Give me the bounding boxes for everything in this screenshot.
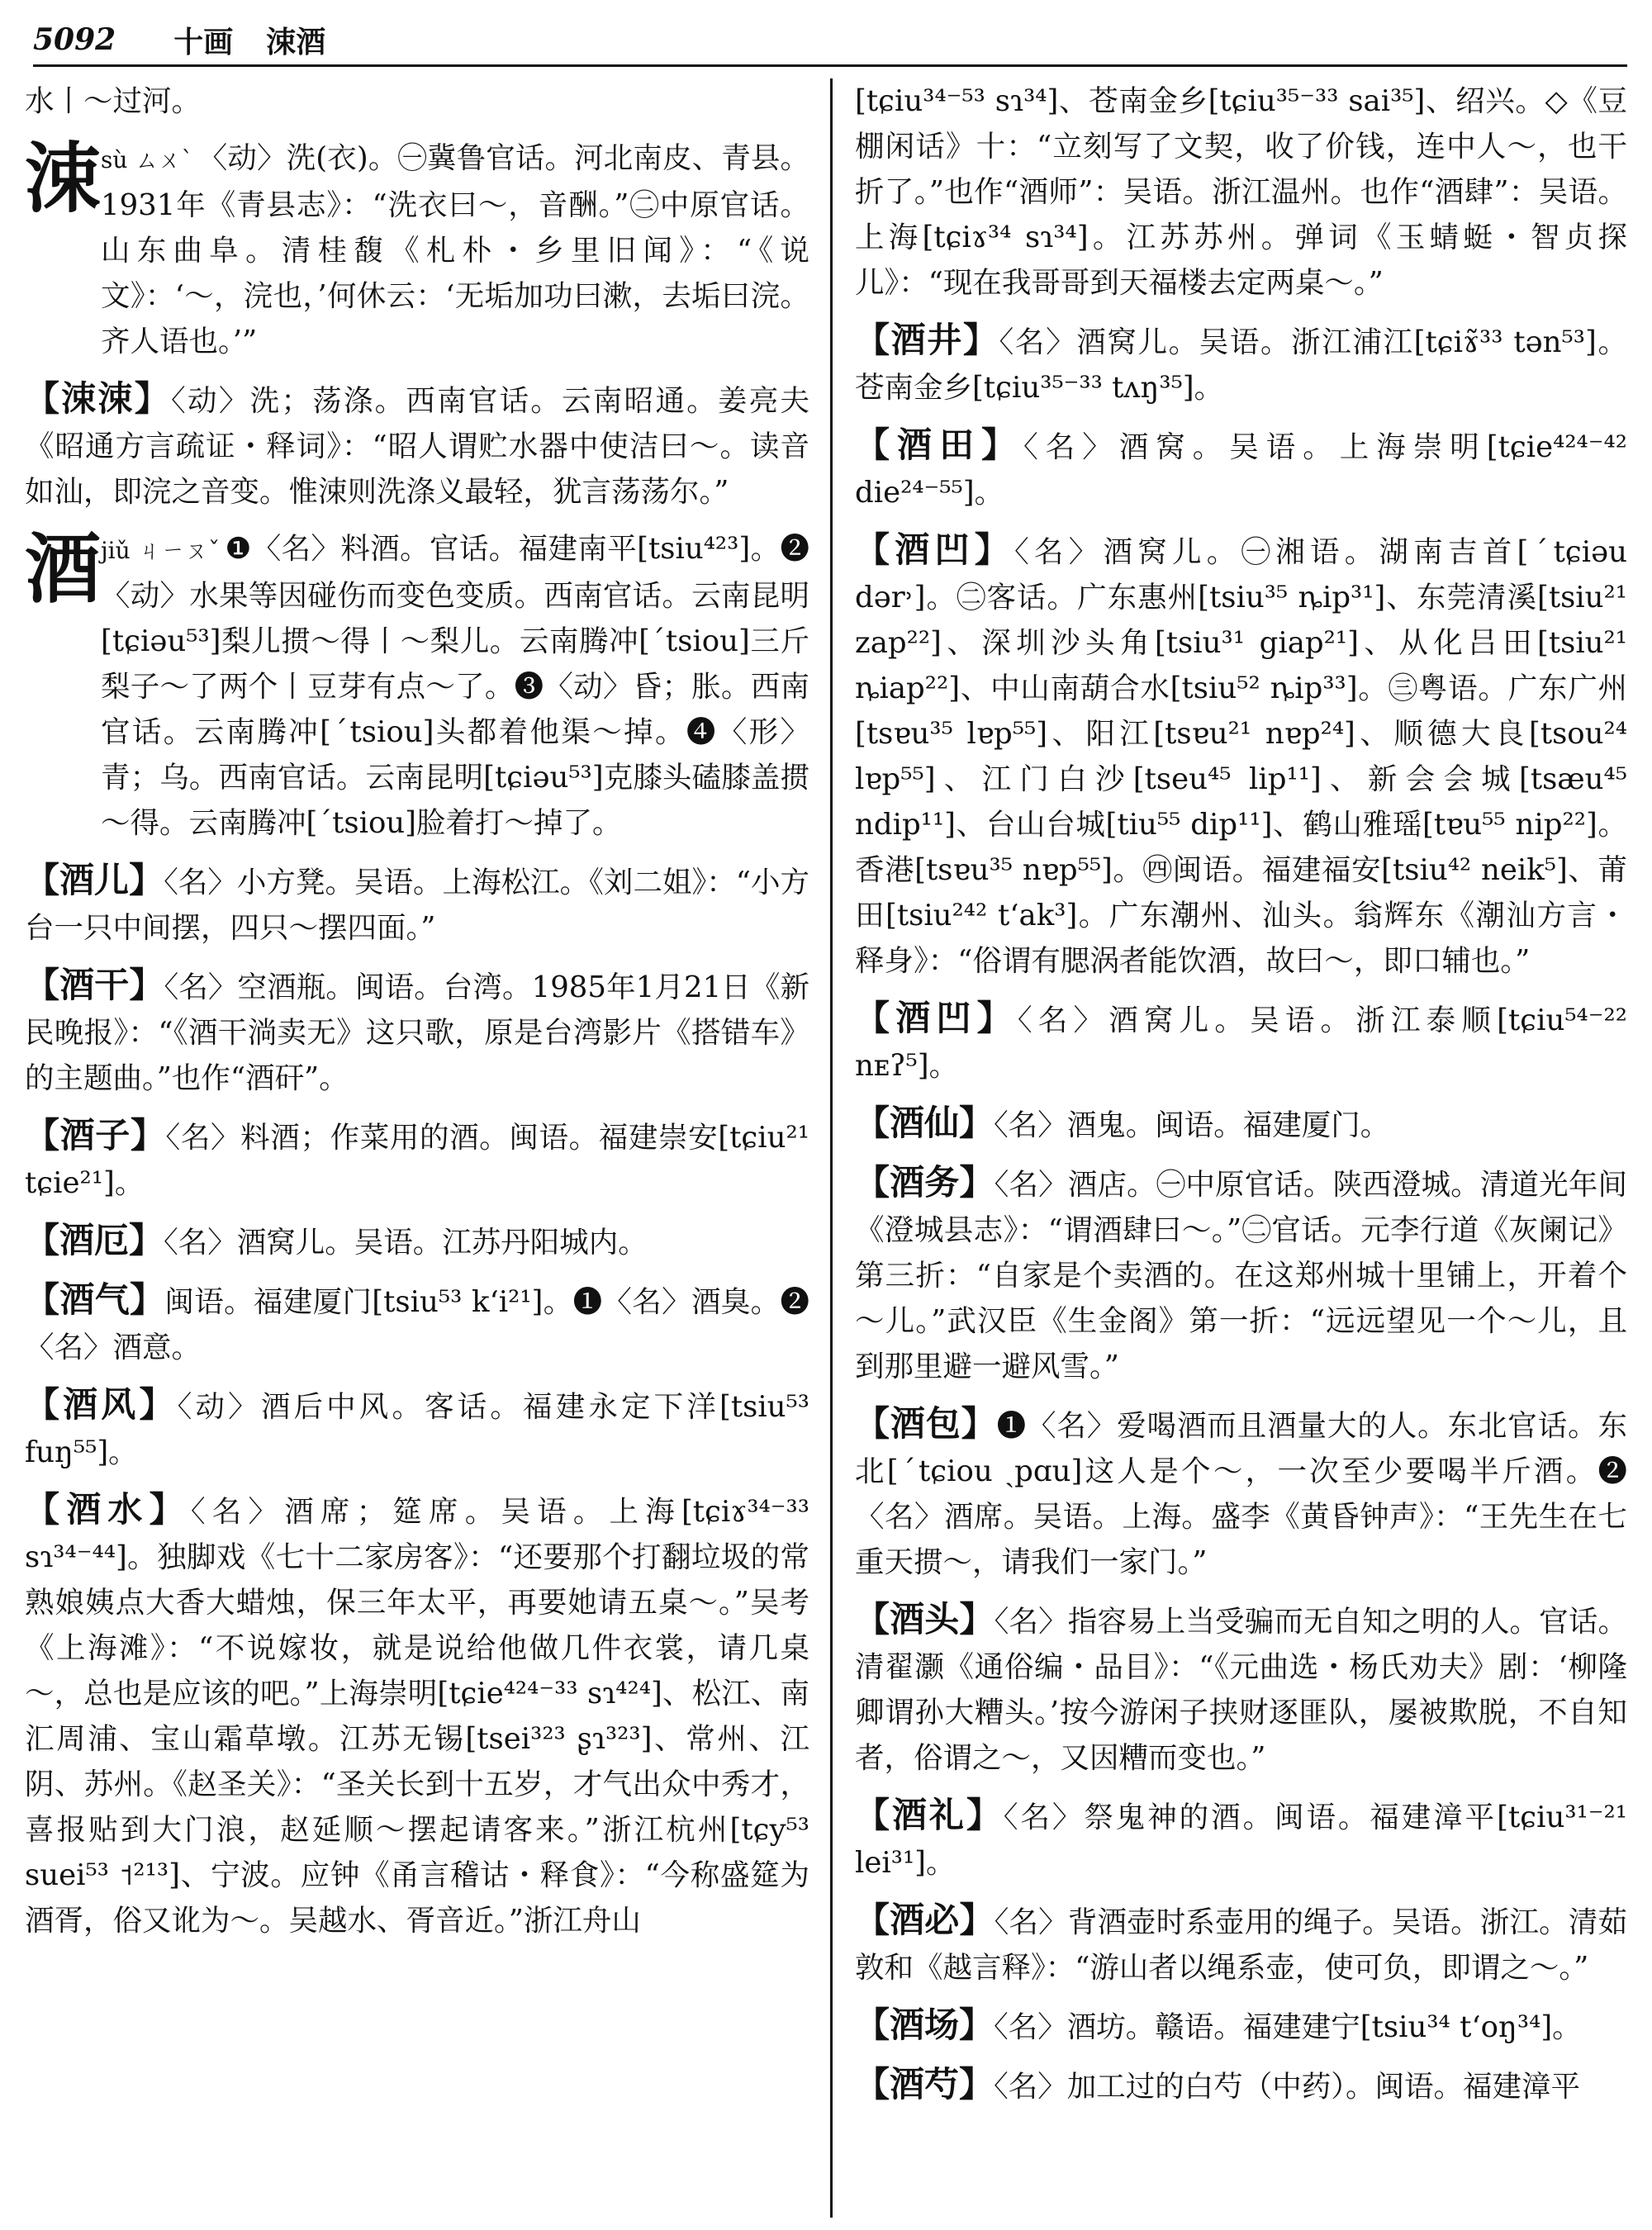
entry-text: 〈名〉酒窝儿。吴语。浙江泰顺[tɕiu⁵⁴⁻²² nᴇʔ⁵]。: [855, 1004, 1627, 1083]
sub-entry: [855, 2062, 1627, 2109]
sub-entry-headword: 【酒头】: [855, 1599, 995, 1639]
sub-entry: [855, 1401, 1627, 1585]
sub-entry: [855, 1160, 1627, 1389]
entry-text: [tɕiu³⁴⁻⁵³ sɿ³⁴]、苍南金乡[tɕiu³⁵⁻³³ sai³⁵]、绍兴。◇《豆棚闲话》十：“立刻写了文契，收了价钱，连中人～，也干折了。”也作“酒师”：吴语。浙江温州。也作“酒肆”：吴语。上海[tɕiɤ³⁴ sɿ³⁴]。江苏苏州。弹词《玉蜻蜓・智贞探儿》：“现在我哥哥到天福楼去定两桌～。”: [855, 84, 1627, 300]
sub-entry-headword: 【酒田】: [855, 425, 1023, 465]
sub-entry-headword: 【酒干】: [25, 965, 164, 1005]
entry-text: 水丨～过河。: [25, 84, 202, 118]
sub-entry: [855, 1792, 1627, 1886]
sub-entry: [25, 962, 809, 1101]
head-entry: [25, 135, 809, 364]
sub-entry: [25, 1487, 809, 1943]
entry-text: 〈名〉酒坊。赣语。福建建宁[tsiu³⁴ t‘oŋ³⁴]。: [994, 2010, 1582, 2044]
sub-entry: [25, 857, 809, 951]
sub-entry-headword: 【酒儿】: [25, 860, 164, 900]
sub-entry: [855, 2002, 1627, 2050]
section-label: 十画: [173, 24, 234, 59]
entry-text: 〈名〉酒店。㊀中原官话。陕西澄城。清道光年间《澄城县志》：“谓酒肆曰～。”㊁官话。元李行道《灰阑记》第三折：“自家是个卖酒的。在这郑州城十里铺上，开着个～儿。”武汉臣《生金阁》第一折：“远远望见一个～儿，且到那里避一避风雪。”: [855, 1168, 1627, 1383]
sub-entry: [25, 376, 809, 515]
entry-text: 〈名〉背酒壶时系壶用的绳子。吴语。浙江。清茹敦和《越言释》：“游山者以绳系壶，使可负，即谓之～。”: [855, 1905, 1627, 1985]
sub-entry: [25, 1217, 809, 1265]
sub-entry-headword: 【酒凹】: [855, 529, 1015, 570]
head-character: 酒: [25, 524, 102, 614]
entry-text: ❶〈名〉爱喝酒而且酒量大的人。东北官话。东北[ˊtɕiou ˏpɑu]这人是个～，一次至少要喝半斤酒。❷〈名〉酒席。吴语。上海。盛李《黄昏钟声》：“王先生在七重天掼～，请我们一家门。”: [855, 1409, 1627, 1579]
column-divider: [830, 78, 833, 2218]
sub-entry: [25, 1113, 809, 1206]
entry-text: 〈名〉酒窝儿。㊀湘语。湖南吉首[ˊtɕiəu dər˒]。㊁客话。广东惠州[tsiu³⁵ ȵip³¹]、东莞清溪[tsiu²¹ zap²²]、深圳沙头角[tsiu³¹ giap²¹]、从化吕田[tsiu²¹ ȵiap²²]、中山南葫合水[tsiu⁵² ȵip³³]。㊂粤语。广东广州[tsɐu³⁵ lɐp⁵⁵]、阳江[tsɐu²¹ nɐp²⁴]、顺德大良[tsou²⁴ lɐp⁵⁵]、江门白沙[tseu⁴⁵ lip¹¹]、新会会城[tsæu⁴⁵ ndip¹¹]、台山台城[tiu⁵⁵ dip¹¹]、鹤山雅瑶[tɐu⁵⁵ nip²²]。香港[tsɐu³⁵ nɐp⁵⁵]。㊃闽语。福建福安[tsiu⁴² neik⁵]、莆田[tsiu²⁴² t‘ak³]。广东潮州、汕头。翁辉东《潮汕方言・释身》：“俗谓有腮涡者能饮酒，故曰～，即口辅也。”: [855, 535, 1627, 978]
right-column: [855, 78, 1627, 2218]
sub-entry-headword: 【酒风】: [25, 1384, 178, 1425]
sub-entry-headword: 【酒芍】: [855, 2064, 995, 2104]
entry-text: 〈名〉酒窝儿。吴语。江苏丹阳城内。: [164, 1226, 648, 1260]
entry-text: 〈名〉指容易上当受骗而无自知之明的人。官话。清翟灏《通俗编・品目》：“《元曲选・杨氏劝夫》剧：‘柳隆卿谓孙大糟头。’按今游闲子挟财逐匪队，屡被欺脱，不自知者，俗谓之～，又因糟而变也。”: [855, 1605, 1627, 1775]
sub-entry-headword: 【酒厄】: [25, 1220, 164, 1260]
sub-entry-headword: 【酒场】: [855, 2005, 995, 2045]
entry-text: 〈名〉空酒瓶。闽语。台湾。1985年1月21日《新民晚报》：“《酒干淌卖无》这只歌，原是台湾影片《搭错车》的主题曲。”也作“酒矸”。: [25, 970, 809, 1095]
sub-entry-headword: 【涑涑】: [25, 378, 172, 419]
sub-entry: [855, 1597, 1627, 1781]
page-header: [33, 15, 1627, 67]
sub-entry: [25, 1382, 809, 1475]
sub-entry: [855, 527, 1627, 984]
entry-text: 〈名〉小方凳。吴语。上海松江。《刘二姐》：“小方台一只中间摆，四只～摆四面。”: [25, 866, 809, 945]
sub-entry-headword: 【酒务】: [855, 1162, 995, 1203]
heading-chars: 涑酒: [266, 24, 326, 59]
entry-text: 〈动〉洗(衣)。㊀冀鲁官话。河北南皮、青县。1931年《青县志》：“洗衣曰～，音酬。”㊁中原官话。山东曲阜。清桂馥《札朴・乡里旧闻》：“《说文》：‘～，浣也，’何休云：‘无垢加功曰漱，去垢曰浣。齐人语也。’”: [101, 141, 809, 358]
head-entry: [25, 526, 809, 846]
entry-text: 〈名〉加工过的白芍（中药）。闽语。福建漳平: [994, 2070, 1581, 2104]
entry-text: 〈动〉洗；荡涤。西南官话。云南昭通。姜亮夫《昭通方言疏证・释词》：“昭人谓贮水器中使洁曰～。读音如汕，即浣之音变。惟涑则洗涤义最轻，犹言荡荡尔。”: [25, 384, 809, 509]
sub-entry: [855, 1897, 1627, 1990]
head-character: 涑: [25, 134, 102, 223]
entry-text: 〈名〉酒席；筵席。吴语。上海[tɕiɤ³⁴⁻³³ sɿ³⁴⁻⁴⁴]。独脚戏《七十二家房客》：“还要那个打翻垃圾的常熟娘姨点大香大蜡烛，保三年太平，再要她请五桌～。”吴考《上海滩》：“不说嫁妆，就是说给他做几件衣裳，请几桌～，总也是应该的吧。”上海崇明[tɕie⁴²⁴⁻³³ sɿ⁴²⁴]、松江、南汇周浦、宝山霜草墩。江苏无锡[tsei³²³ ʂɿ³²³]、常州、江阴、苏州。《赵圣关》：“圣关长到十五岁，才气出众中秀才，喜报贴到大门浪，赵延顺～摆起请客来。”浙江杭州[tɕy⁵³ suei⁵³ ˦²¹³]、宁波。应钟《甬言稽诂・释食》：“今称盛筵为酒胥，俗又讹为～。吴越水、胥音近。”浙江舟山: [25, 1495, 809, 1938]
pinyin: jiǔ ㄐㄧㄡˇ: [101, 537, 221, 564]
entry-text: 闽语。福建厦门[tsiu⁵³ k‘i²¹]。❶〈名〉酒臭。❷〈名〉酒意。: [25, 1285, 809, 1364]
continued-text: [855, 78, 1627, 306]
entry-text: 〈名〉祭鬼神的酒。闽语。福建漳平[tɕiu³¹⁻²¹ lei³¹]。: [855, 1801, 1627, 1880]
sub-entry: [855, 422, 1627, 515]
sub-entry-headword: 【酒子】: [25, 1115, 166, 1155]
sub-entry: [855, 995, 1627, 1089]
sub-entry-headword: 【酒必】: [855, 1900, 995, 1940]
entry-text: 〈动〉酒后中风。客话。福建永定下洋[tsiu⁵³ fuŋ⁵⁵]。: [25, 1390, 809, 1469]
entry-text: 〈名〉酒窝。吴语。上海崇明[tɕie⁴²⁴⁻⁴² die²⁴⁻⁵⁵]。: [855, 430, 1627, 510]
sub-entry-headword: 【酒凹】: [855, 998, 1018, 1038]
sub-entry-headword: 【酒气】: [25, 1279, 165, 1320]
sub-entry-headword: 【酒包】: [855, 1403, 997, 1444]
pinyin: sù ㄙㄨˋ: [101, 146, 193, 173]
page-number: 5092: [33, 22, 116, 57]
sub-entry-headword: 【酒井】: [855, 320, 999, 360]
sub-entry-headword: 【酒仙】: [855, 1103, 995, 1143]
entry-text: 〈名〉料酒；作菜用的酒。闽语。福建崇安[tɕiu²¹ tɕie²¹]。: [25, 1121, 809, 1200]
sub-entry: [855, 317, 1627, 410]
left-column: [25, 78, 809, 2218]
sub-entry-headword: 【酒水】: [25, 1489, 191, 1530]
sub-entry: [25, 1277, 809, 1370]
sub-entry: [855, 1100, 1627, 1148]
entry-text: ❶〈名〉料酒。官话。福建南平[tsiu⁴²³]。❷〈动〉水果等因碰伤而变色变质。西南官话。云南昆明[tɕiəu⁵³]梨儿掼～得丨～梨儿。云南腾冲[ˊtsiou]三斤梨子～了两个丨豆芽有点～了。❸〈动〉昏；胀。西南官话。云南腾冲[ˊtsiou]头都着他渠～掉。❹〈形〉青；乌。西南官话。云南昆明[tɕiəu⁵³]克膝头磕膝盖掼～得。云南腾冲[ˊtsiou]脸着打～掉了。: [101, 532, 809, 840]
sub-entry-headword: 【酒礼】: [855, 1795, 1004, 1835]
continued-text: [25, 78, 809, 124]
entry-text: 〈名〉酒鬼。闽语。福建厦门。: [994, 1108, 1390, 1142]
entry-text: 〈名〉酒窝儿。吴语。浙江浦江[tɕiɤ̃³³ tən⁵³]。苍南金乡[tɕiu³⁵⁻³³ tʌŋ³⁵]。: [855, 325, 1627, 405]
